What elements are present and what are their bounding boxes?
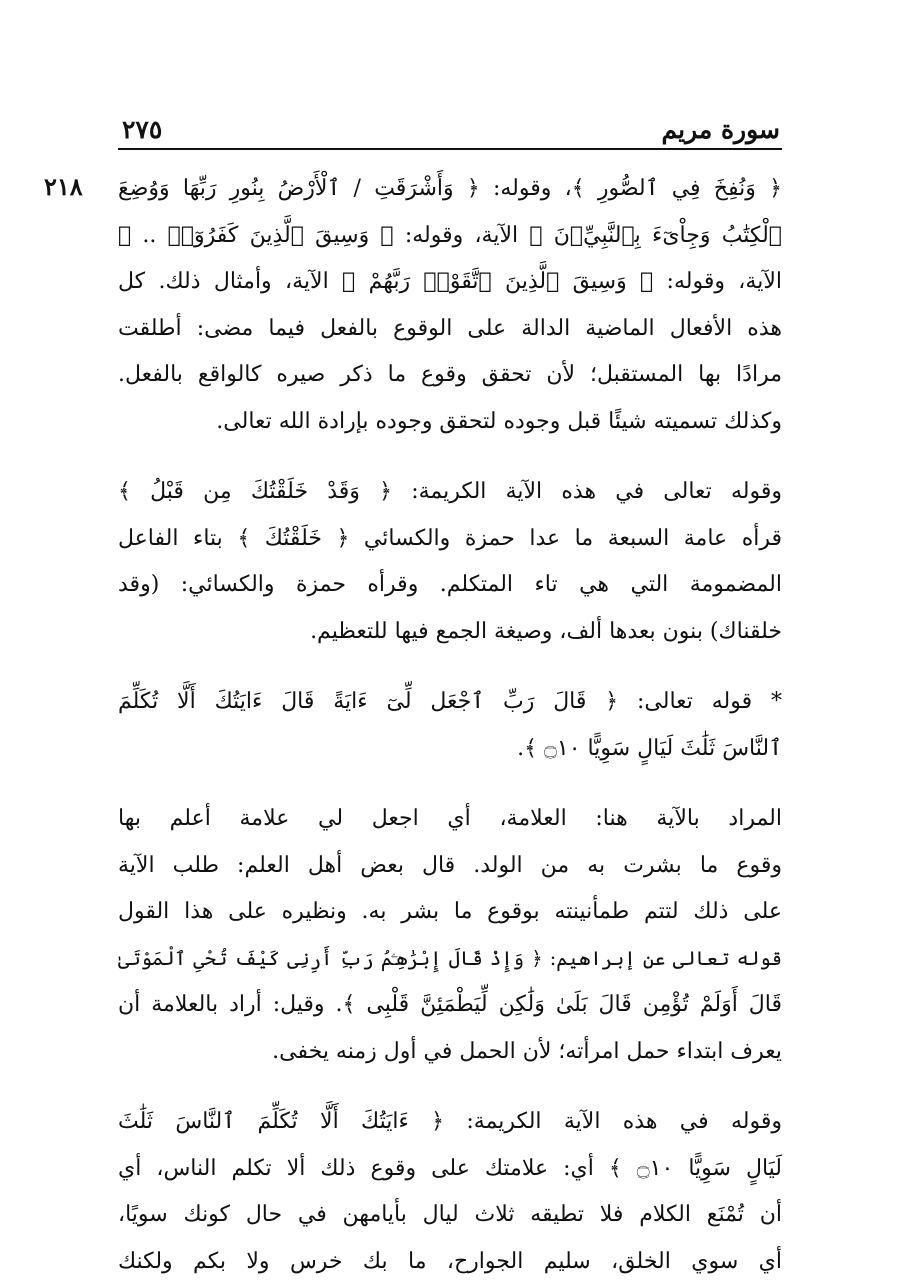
- paragraph-1: [118, 166, 782, 445]
- text-line: قوله تعالى عن إبراهيم: ﴿ وَإِذْ قَالَ إِبْرَٰهِـۧمُ رَبِّ أَرِنِى كَيْفَ تُحْىِ ٱلْمَوْتَىٰ: [118, 936, 782, 983]
- text-line: * قوله تعالى: ﴿ قَالَ رَبِّ ٱجْعَل لِّىٓ ءَايَةً قَالَ ءَايَتُكَ أَلَّا تُكَلِّمَ: [118, 679, 782, 726]
- text-line: وقوله في هذه الآية الكريمة: ﴿ ءَايَتُكَ أَلَّا تُكَلِّمَ ٱلنَّاسَ ثَلَٰثَ: [118, 1099, 782, 1146]
- text-line: يعرف ابتداء حمل امرأته؛ لأن الحمل في أول زمنه يخفى.: [118, 1029, 782, 1076]
- paragraph-4: [118, 796, 782, 1075]
- text-line: على ذلك لتتم طمأنينته بوقوع ما بشر به. ونظيره على هذا القول: [118, 889, 782, 936]
- text-line: قرأه عامة السبعة ما عدا حمزة والكسائي ﴿ خَلَقْتُكَ ﴾ بتاء الفاعل: [118, 516, 782, 563]
- text-line: ٱلْكِتَٰبُ وَجِاْىٓءَ بِٱلنَّبِيِّۦنَ ﴾ الآية، وقوله: ﴿ وَسِيقَ ٱلَّذِينَ كَفَرُوٓا۟ .. ﴾: [118, 213, 782, 260]
- text-line: أن تُمْنَع الكلام فلا تطيقه ثلاث ليال بأيامهن في حال كونك سويًا،: [118, 1192, 782, 1239]
- text-line: لَيَالٍ سَوِيًّا ۝١٠ ﴾ أي: علامتك على وقوع ذلك ألا تكلم الناس، أي: [118, 1146, 782, 1193]
- page-number: ٢٧٥: [122, 115, 162, 144]
- text-line: قَالَ أَوَلَمْ تُؤْمِن قَالَ بَلَىٰ وَلَٰكِن لِّيَطْمَئِنَّ قَلْبِى ﴾. وقيل: أراد بالعلامة أن: [118, 982, 782, 1029]
- text-line: المضمومة التي هي تاء المتكلم. وقرأه حمزة والكسائي: (وقد: [118, 562, 782, 609]
- surah-title: سورة مريم: [661, 115, 780, 144]
- paragraph-3: [118, 679, 782, 772]
- text-line: وقوله تعالى في هذه الآية الكريمة: ﴿ وَقَدْ خَلَقْتُكَ مِن قَبْلُ ﴾: [118, 469, 782, 516]
- text-line: خلقناك) بنون بعدها ألف، وصيغة الجمع فيها للتعظيم.: [118, 609, 782, 656]
- page-header: [118, 108, 782, 150]
- text-line: الآية، وقوله: ﴿ وَسِيقَ ٱلَّذِينَ ٱتَّقَوْا۟ رَبَّهُمْ ﴾ الآية، وأمثال ذلك. كل: [118, 259, 782, 306]
- body-text: [118, 166, 782, 1285]
- text-line: المراد بالآية هنا: العلامة، أي اجعل لي علامة أعلم بها: [118, 796, 782, 843]
- text-line: هذه الأفعال الماضية الدالة على الوقوع بالفعل فيما مضى: أطلقت: [118, 306, 782, 353]
- paragraph-5: [118, 1099, 782, 1285]
- text-line: وقوع ما بشرت به من الولد. قال بعض أهل العلم: طلب الآية: [118, 843, 782, 890]
- margin-page-marker: ٢١٨: [44, 172, 83, 201]
- text-line: أي سوي الخلق، سليم الجوارح، ما بك خرس ولا بكم ولكنك: [118, 1239, 782, 1285]
- text-line: مرادًا بها المستقبل؛ لأن تحقق وقوع ما ذكر صيره كالواقع بالفعل.: [118, 352, 782, 399]
- text-line: وكذلك تسميته شيئًا قبل وجوده لتحقق وجوده بإرادة الله تعالى.: [118, 399, 782, 446]
- text-line: ٱلنَّاسَ ثَلَٰثَ لَيَالٍ سَوِيًّا ۝١٠ ﴾.: [118, 726, 782, 773]
- paragraph-2: [118, 469, 782, 655]
- text-line: ﴿ وَنُفِخَ فِي ٱلصُّورِ ﴾، وقوله: ﴿ وَأَشْرَقَتِ / ٱلْأَرْضُ بِنُورِ رَبِّهَا وَوُضِعَ: [118, 166, 782, 213]
